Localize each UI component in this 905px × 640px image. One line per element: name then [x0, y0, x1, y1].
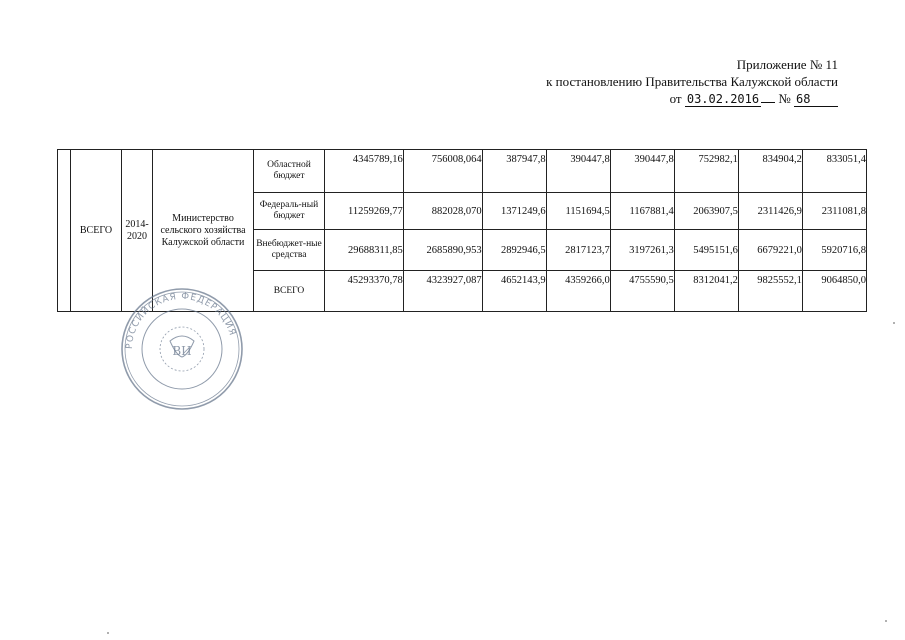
value-cell: 833051,4 — [802, 150, 866, 193]
funding-source-cell: Областной бюджет — [254, 150, 325, 193]
value-cell: 4323927,087 — [403, 271, 482, 312]
funding-source-cell: ВСЕГО — [254, 271, 325, 312]
value-cell: 834904,2 — [738, 150, 802, 193]
value-cell: 2892946,5 — [482, 230, 546, 271]
value-cell: 1167881,4 — [610, 193, 674, 230]
scan-speck — [107, 632, 109, 634]
blank-cell — [58, 150, 71, 312]
document-number: 68 — [794, 92, 838, 107]
official-seal — [118, 285, 246, 413]
period-cell: 2014-2020 — [122, 150, 153, 312]
date-number-line — [546, 90, 838, 107]
date-underline — [761, 102, 775, 103]
table-row — [58, 150, 867, 193]
appendix-title: Приложение № 11 — [736, 57, 838, 72]
value-cell: 2817123,7 — [546, 230, 610, 271]
value-cell: 2311081,8 — [802, 193, 866, 230]
value-cell: 45293370,78 — [325, 271, 404, 312]
value-cell: 9064850,0 — [802, 271, 866, 312]
seal-stamp-icon — [118, 285, 246, 413]
value-cell: 8312041,2 — [674, 271, 738, 312]
value-cell: 9825552,1 — [738, 271, 802, 312]
value-cell: 2311426,9 — [738, 193, 802, 230]
number-label: № — [778, 91, 791, 106]
total-label-cell: ВСЕГО — [71, 150, 122, 312]
value-cell: 11259269,77 — [325, 193, 404, 230]
value-cell: 3197261,3 — [610, 230, 674, 271]
value-cell: 882028,070 — [403, 193, 482, 230]
value-cell: 756008,064 — [403, 150, 482, 193]
value-cell: 4359266,0 — [546, 271, 610, 312]
funding-source-cell: Федераль-ный бюджет — [254, 193, 325, 230]
value-cell: 6679221,0 — [738, 230, 802, 271]
value-cell: 4755590,5 — [610, 271, 674, 312]
date-prefix: от — [669, 91, 682, 106]
svg-text:РОССИЙСКАЯ ФЕДЕРАЦИЯ — [125, 292, 237, 349]
value-cell: 2685890,953 — [403, 230, 482, 271]
value-cell: 2063907,5 — [674, 193, 738, 230]
value-cell: 752982,1 — [674, 150, 738, 193]
funding-source-cell: Внебюджет-ные средства — [254, 230, 325, 271]
ministry-cell: Министерство сельского хозяйства Калужской области — [153, 150, 254, 312]
scan-speck — [885, 620, 887, 622]
value-cell: 4345789,16 — [325, 150, 404, 193]
resolution-reference: к постановлению Правительства Калужской области — [546, 74, 838, 89]
value-cell: 5920716,8 — [802, 230, 866, 271]
value-cell: 4652143,9 — [482, 271, 546, 312]
seal-inner-mark: ВИ — [172, 344, 192, 358]
seal-outer-text: РОССИЙСКАЯ ФЕДЕРАЦИЯ — [124, 291, 238, 350]
document-date: 03.02.2016 — [686, 92, 760, 106]
value-cell: 390447,8 — [546, 150, 610, 193]
document-header — [546, 56, 838, 107]
value-cell: 29688311,85 — [325, 230, 404, 271]
value-cell: 387947,8 — [482, 150, 546, 193]
scan-speck — [893, 322, 895, 324]
value-cell: 390447,8 — [610, 150, 674, 193]
value-cell: 5495151,6 — [674, 230, 738, 271]
value-cell: 1151694,5 — [546, 193, 610, 230]
value-cell: 1371249,6 — [482, 193, 546, 230]
